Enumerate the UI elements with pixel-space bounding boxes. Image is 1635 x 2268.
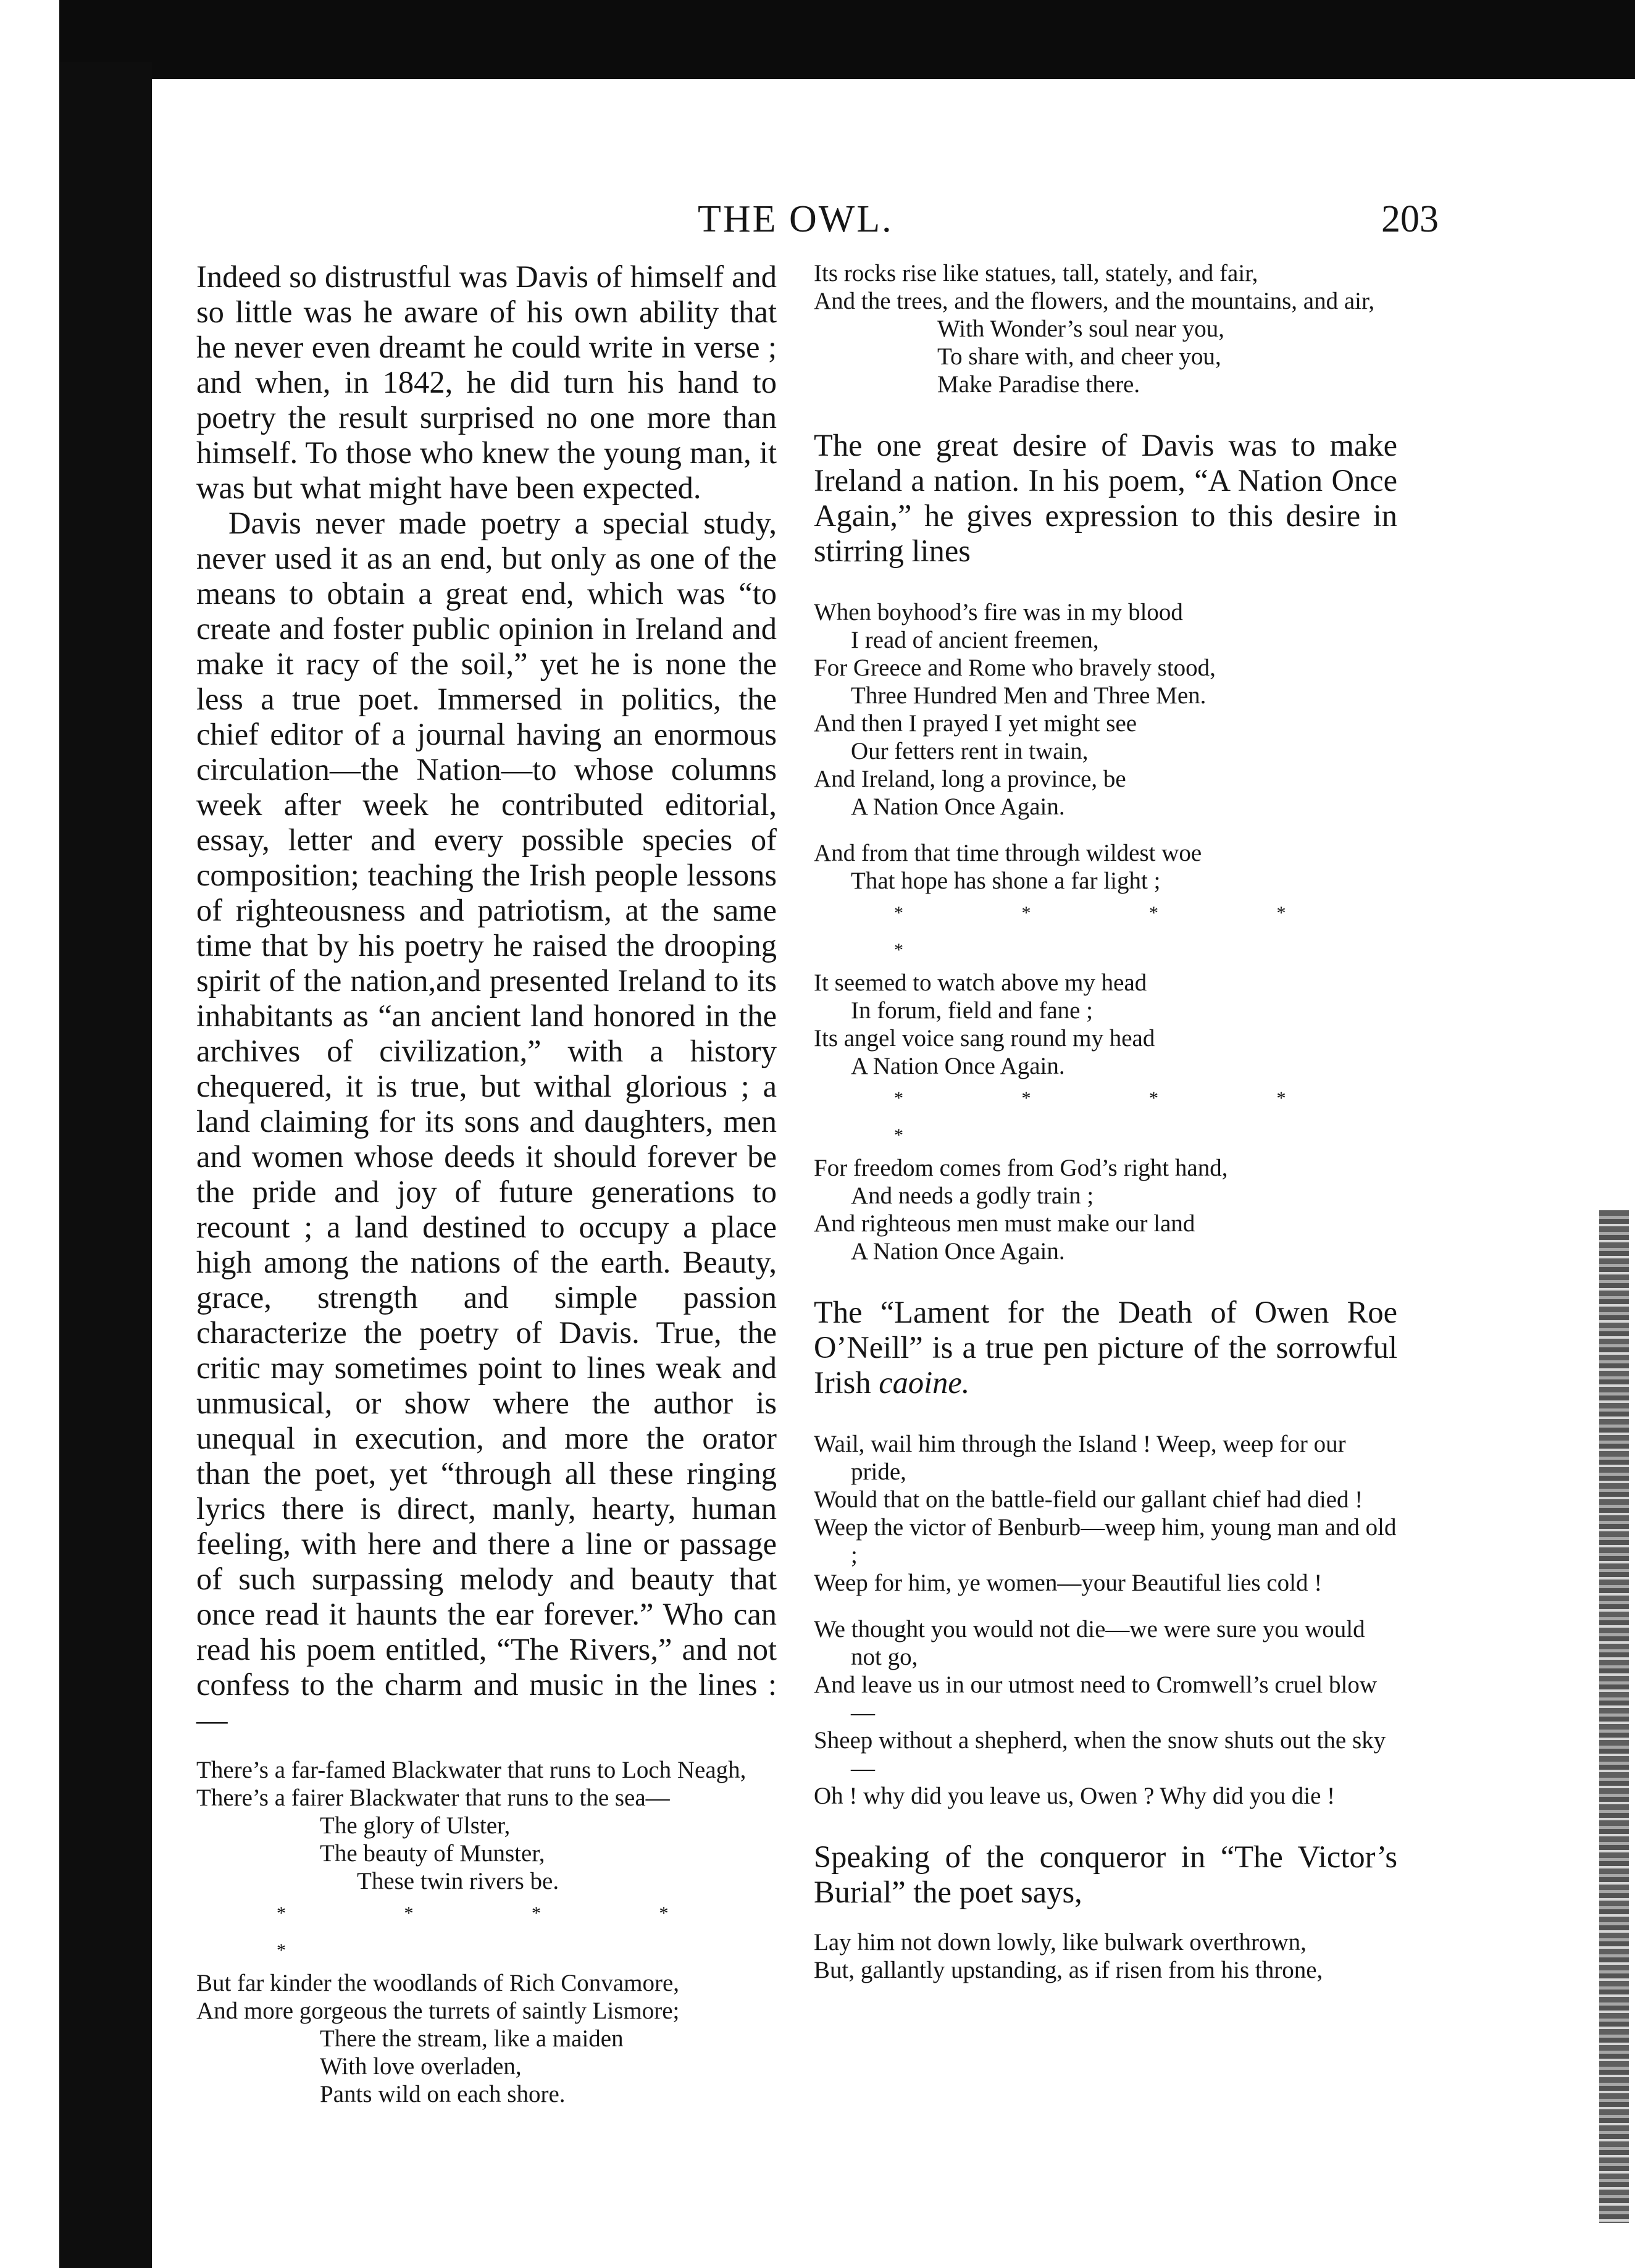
verse-line: In forum, field and fane ; [851,997,1093,1024]
verse-line: The beauty of Munster, [320,1840,545,1867]
verse-line: A Nation Once Again. [851,1053,1065,1079]
verse-line: And the trees, and the flowers, and the mountains, and air, [814,288,1375,314]
poem-nation-stanza-1 [814,598,1397,821]
verse-line: A Nation Once Again. [851,793,1065,820]
verse-line: For freedom comes from God’s right hand, [814,1155,1228,1181]
poem-nation-stanza-4 [814,1154,1397,1265]
lament-intro-text: The “Lament for the Death of Owen Roe O’Neill” is a true pen picture of the sorrowful Irish [814,1295,1397,1400]
scan-binding-shadow [59,62,152,2268]
verse-line: There’s a fairer Blackwater that runs to the sea— [196,1785,670,1811]
verse-line: Wail, wail him through the Island ! Weep, weep for our pride, [814,1431,1346,1485]
verse-line: Three Hundred Men and Three Men. [851,682,1206,709]
verse-line: Our fetters rent in twain, [851,738,1089,764]
right-column [814,259,1397,1984]
poem-victor-stanza [814,1928,1397,1984]
verse-line: But far kinder the woodlands of Rich Convamore, [196,1970,679,1996]
verse-line: The glory of Ulster, [320,1812,511,1839]
verse-line: With Wonder’s soul near you, [937,316,1225,342]
poem-nation-stanza-3 [814,969,1397,1080]
verse-line: And righteous men must make our land [814,1210,1195,1237]
verse-line: I read of ancient freemen, [851,627,1099,653]
section-stars: * * * * * [894,1088,1343,1145]
section-stars: * * * * * [894,903,1343,960]
verse-line: Oh ! why did you leave us, Owen ? Why did you die ! [814,1783,1336,1809]
left-column [196,259,777,2108]
verse-line: When boyhood’s fire was in my blood [814,599,1183,626]
verse-line: And leave us in our utmost need to Cromwell’s cruel blow— [814,1672,1378,1726]
verse-line: To share with, and cheer you, [937,343,1221,370]
verse-line: Weep the victor of Benburb—weep him, young man and old ; [814,1514,1397,1568]
verse-line: That hope has shone a far light ; [851,868,1161,894]
poem-lament-stanza-2 [814,1615,1397,1810]
verse-line: And then I prayed I yet might see [814,710,1137,737]
scan-edge-noise [1599,1210,1629,2223]
page-number: 203 [1381,198,1439,240]
verse-line: Its angel voice sang round my head [814,1025,1155,1052]
verse-line: There’s a far-famed Blackwater that runs to Loch Neagh, [196,1757,746,1783]
caoine-term: caoine. [879,1365,970,1400]
verse-line: But, gallantly upstanding, as if risen from his throne, [814,1957,1323,1983]
paragraph-poetry-study: Davis never made poetry a special study, never used it as an end, but only as one of the means to obtain a great end, which was “to create and foster public opinion in Ireland and make it racy of the soil,” yet he is none the less a true poet. Immersed in politics, the chief editor of a journal having an enormous circulation—the Nation—to whose columns week after week he contributed editorial, essay, letter and every possible species of composition; teaching the Irish people lessons of righteousness and patriotism, at the same time that by his poetry he raised the drooping spirit of the nation,and presented Ireland to its inhabitants as “an ancient land honored in the archives of civilization,” with a history chequered, it is true, but withal glorious ; a land claiming for its sons and daughters, men and women whose deeds it should forever be the pride and joy of future generations to recount ; a land destined to occupy a place high among the nations of the earth. Beauty, grace, strength and simple passion characterize the poetry of Davis. True, the critic may sometimes point to lines weak and unmusical, or show where the author is unequal in execution, and more the orator than the poet, yet “through all these ringing lyrics there is direct, manly, hearty, human feeling, with here and there a line or passage of such surpassing melody and beauty that once read it haunts the ear forever.” Who can read his poem entitled, “The Rivers,” and not confess to the charm and music in the lines :— [196,506,777,1737]
verse-line: Weep for him, ye women—your Beautiful lies cold ! [814,1570,1323,1596]
verse-line: A Nation Once Again. [851,1238,1065,1265]
poem-rivers-stanza-2 [196,1969,777,2108]
verse-line: We thought you would not die—we were sure you would not go, [814,1616,1365,1670]
section-stars: * * * * * [277,1903,726,1960]
verse-line: With love overladen, [320,2053,522,2080]
poem-rivers-stanza-1 [196,1756,777,1895]
page-header [204,198,1439,253]
paragraph-nation-desire: The one great desire of Davis was to make Ireland a nation. In his poem, “A Nation Once Again,” he gives expression to this desire in stirring lines [814,428,1397,568]
verse-line: For Greece and Rome who bravely stood, [814,655,1216,681]
scan-top-border [59,0,1635,79]
verse-line: And Ireland, long a province, be [814,766,1126,792]
verse-line: There the stream, like a maiden [320,2025,624,2052]
verse-line: Its rocks rise like statues, tall, stately, and fair, [814,260,1258,287]
verse-line: It seemed to watch above my head [814,969,1147,996]
poem-nation-stanza-2 [814,839,1397,895]
verse-line: Would that on the battle-field our gallant chief had died ! [814,1486,1363,1513]
verse-line: And from that time through wildest woe [814,840,1202,866]
paragraph-victor-burial: Speaking of the conqueror in “The Victor’s Burial” the poet says, [814,1839,1397,1909]
running-title: THE OWL. [698,198,893,240]
verse-line: Sheep without a shepherd, when the snow shuts out the sky— [814,1727,1386,1781]
paragraph-distrustful: Indeed so distrustful was Davis of himself and so little was he aware of his own ability that he never even dreamt he could write in verse ; and when, in 1842, he did turn his hand to poetry the result surprised no one more than himself. To those who knew the young man, it was but what might have been expected. [196,259,777,505]
verse-line: Make Paradise there. [937,371,1140,398]
poem-lament-stanza-1 [814,1430,1397,1597]
verse-line: Pants wild on each shore. [320,2081,566,2107]
verse-line: These twin rivers be. [357,1868,559,1894]
verse-line: And more gorgeous the turrets of saintly Lismore; [196,1998,680,2024]
verse-line: Lay him not down lowly, like bulwark overthrown, [814,1929,1307,1956]
verse-line: And needs a godly train ; [851,1182,1094,1209]
paragraph-lament-intro [814,1295,1397,1400]
poem-rivers-stanza-3 [814,259,1397,398]
